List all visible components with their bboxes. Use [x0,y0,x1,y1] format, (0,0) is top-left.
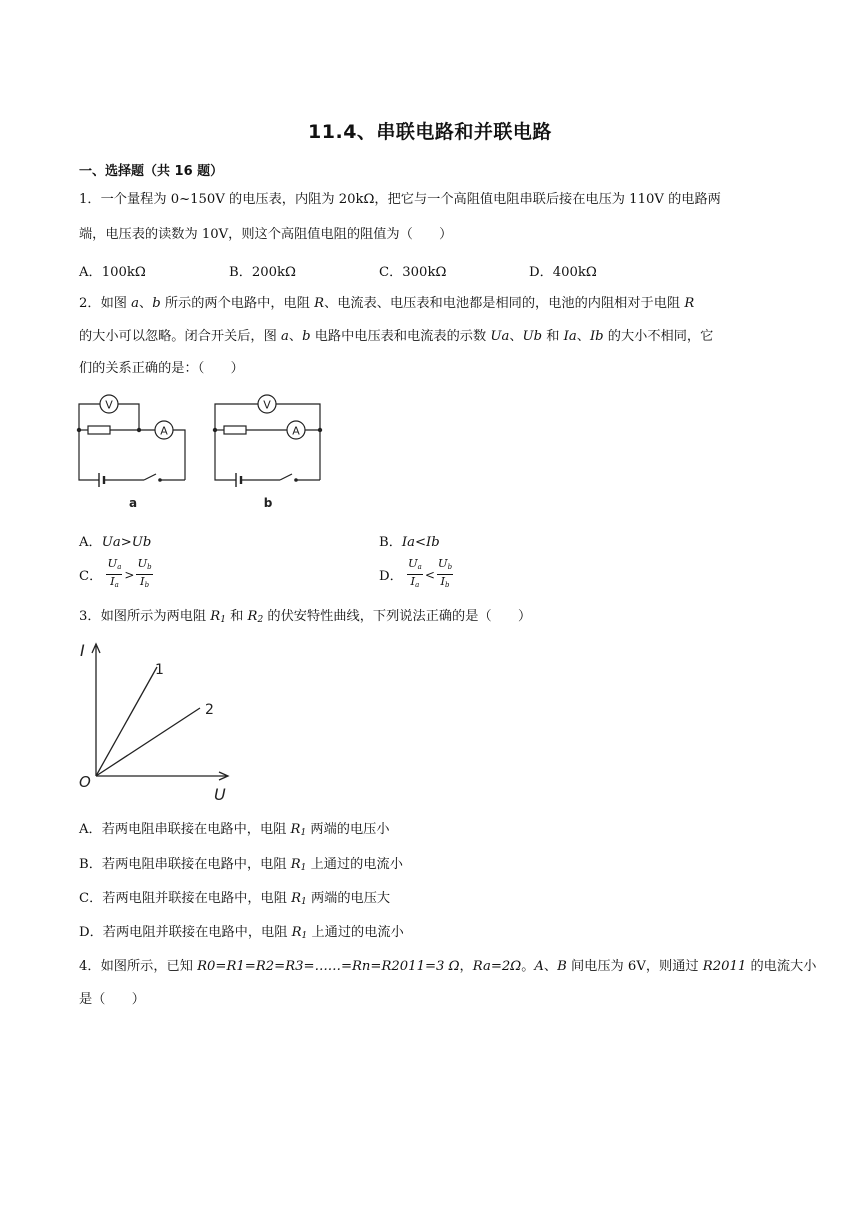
ammeter-b-label: A [292,424,300,438]
q2-option-c: C． $\frac{U_a}{I_a}$ > $\frac{U_b}{I_b}$ [79,556,152,589]
voltmeter-a-label: V [105,398,113,412]
line-2-label: 2 [205,702,214,718]
page-title: 11.4、串联电路和并联电路 [308,121,552,143]
circuit-b-label: b [263,496,273,510]
section-heading: 一、选择题（共 16 题） [79,164,224,179]
ammeter-a-label: A [160,424,168,438]
origin-label: O [79,773,91,791]
q1-option-d: D．400kΩ [529,265,597,280]
line-1-label: 1 [155,662,164,678]
q1-line1: 1．一个量程为 0~150V 的电压表，内阻为 20kΩ，把它与一个高阻值电阻串联后接在电压为 110V 的电路两 [79,192,721,207]
q1-option-c: C．300kΩ [379,265,447,280]
line-2 [96,708,200,776]
q1-option-b: B．200kΩ [229,265,296,280]
line-1 [96,667,157,776]
q4-line1: 4．如图所示，已知 R0=R1=R2=R3=……=Rn=R2011=3 Ω，Ra=2Ω。A、B 间电压为 6V，则通过 R2011 的电流大小 [79,959,817,974]
voltmeter-b-label: V [263,398,271,412]
q2-option-b: B．Ia<Ib [379,535,440,550]
q2-option-d: D． $\frac{U_a}{I_a}$ < $\frac{U_b}{I_b}$ [379,556,453,589]
q3-option-c: C．若两电阻并联接在电路中，电阻 $R_1$ 两端的电压大 [79,891,391,907]
x-axis-label: U [214,785,226,804]
q3-option-d: D．若两电阻并联接在电路中，电阻 $R_1$ 上通过的电流小 [79,925,404,941]
q2-line1: 2．如图 a、b 所示的两个电路中，电阻 R、电流表、电压表和电池都是相同的，电池的内阻相对于电阻 R [79,296,695,311]
q2-line3: 们的关系正确的是：（ ） [79,361,244,376]
q3-option-a: A．若两电阻串联接在电路中，电阻 $R_1$ 两端的电压小 [79,822,390,838]
q4-line2: 是（ ） [79,992,145,1007]
q1-line2: 端，电压表的读数为 10V，则这个高阻值电阻的阻值为（ ） [79,227,453,242]
iu-graph [72,636,242,806]
y-axis-label: I [80,641,85,660]
circuit-diagrams [72,390,332,515]
circuit-a [79,395,185,487]
q1-option-a: A．100kΩ [79,265,146,280]
resistor-b-icon [224,426,246,434]
q2-option-a: A．Ua>Ub [79,535,152,550]
q3-stem: 3．如图所示为两电阻 $R_1$ 和 $R_2$ 的伏安特性曲线，下列说法正确的是（ ） [79,609,532,625]
q3-option-b: B．若两电阻串联接在电路中，电阻 $R_1$ 上通过的电流小 [79,857,403,873]
q2-line2: 的大小可以忽略。闭合开关后，图 a、b 电路中电压表和电流表的示数 Ua、Ub 和 Ia、Ib 的大小不相同，它 [79,329,714,344]
circuit-a-label: a [128,496,138,510]
resistor-a-icon [88,426,110,434]
